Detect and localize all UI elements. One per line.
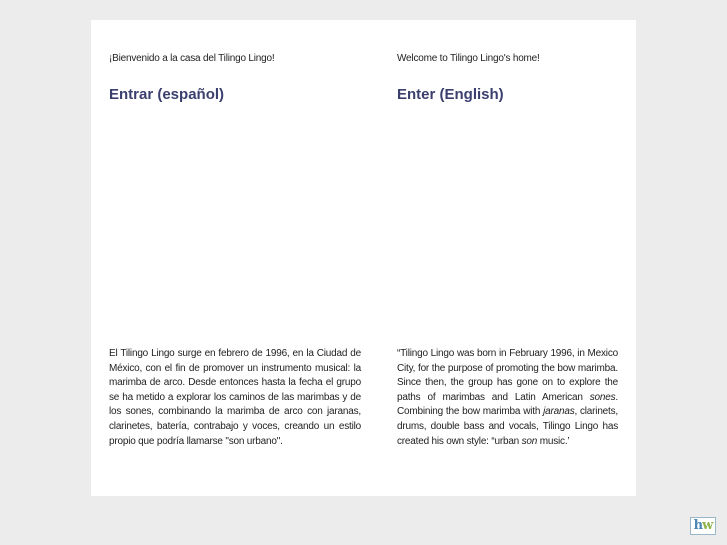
english-description-part: music.’ (537, 435, 570, 447)
english-description-part: . Combining the bow marimba with (397, 391, 618, 418)
hw-logo-badge[interactable] (690, 517, 716, 535)
english-description-italic: son (521, 435, 538, 447)
english-column (397, 20, 618, 496)
enter-english-link[interactable]: Enter (English) (397, 86, 504, 103)
english-description (397, 347, 618, 449)
spanish-column (109, 20, 361, 496)
english-description-part: “Tilingo Lingo was born in February 1996, in Mexico City, for the purpose of promoting the bow marimba. Since then, the group has gone on to explore the paths of marimbas and Latin American (397, 348, 618, 403)
english-description-part: , clarinets, drums, double bass and vocals, Tilingo Lingo has created his own style: “urban (397, 406, 619, 447)
main-card (91, 20, 636, 496)
spanish-welcome-text: ¡Bienvenido a la casa del Tilingo Lingo! (109, 53, 275, 64)
hw-logo-h: h (693, 518, 703, 533)
hw-logo-w: w (702, 518, 713, 533)
enter-spanish-link[interactable]: Entrar (español) (109, 86, 225, 103)
english-welcome-text: Welcome to Tilingo Lingo's home! (397, 53, 540, 64)
spanish-description: El Tilingo Lingo surge en febrero de 1996, en la Ciudad de México, con el fin de promover un instrumento musical: la marimba de arco. Desde entonces hasta la fecha el grupo se ha metido a explorar los caminos de las marimbas y de los sones, combinando la marimba de arco con jaranas, clarinetes, batería, contrabajo y voces, creando un estilo propio que podría llamarse "son urbano". (109, 348, 361, 447)
english-description-italic: jaranas (543, 406, 575, 418)
english-description-italic: sones (589, 391, 616, 403)
